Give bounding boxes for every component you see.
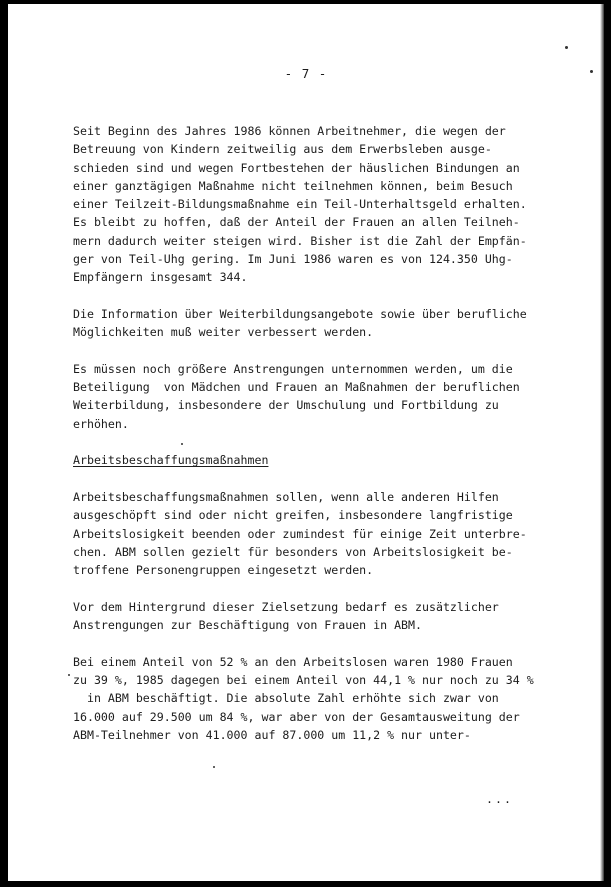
paragraph-anstrengungen <box>73 360 573 433</box>
text-line: Möglichkeiten muß weiter verbessert werden. <box>73 325 374 340</box>
text-line: einer Teilzeit-Bildungsmaßnahme ein Teil-Unterhaltsgeld erhalten. <box>73 197 527 212</box>
text-line: Weiterbildung, insbesondere der Umschulung und Fortbildung zu <box>73 398 499 413</box>
text-line: mern dadurch weiter steigen wird. Bisher ist die Zahl der Empfän- <box>73 233 527 248</box>
text-line: in ABM beschäftigt. Die absolute Zahl erhöhte sich zwar von <box>73 691 499 706</box>
document-page <box>8 4 604 881</box>
text-line: zu 39 %, 1985 dagegen bei einem Anteil von 44,1 % nur noch zu 34 % <box>73 672 534 687</box>
text-line: erhöhen. <box>73 416 129 431</box>
page-number: - 7 - <box>284 66 328 81</box>
paragraph-information <box>73 305 573 342</box>
text-line: 16.000 auf 29.500 um 84 %, war aber von der Gesamtausweitung der <box>73 709 520 724</box>
text-line: Anstrengungen zur Beschäftigung von Frauen in ABM. <box>73 618 423 633</box>
text-line: Beteiligung von Mädchen und Frauen an Maßnahmen der beruflichen <box>73 380 520 395</box>
document-body <box>73 122 573 744</box>
text-line: Die Information über Weiterbildungsangebote sowie über berufliche <box>73 306 527 321</box>
text-line: Bei einem Anteil von 52 % an den Arbeitslosen waren 1980 Frauen <box>73 654 513 669</box>
page-edge-shadow <box>600 4 604 881</box>
text-line: schieden sind und wegen Fortbestehen der häuslichen Bindungen an <box>73 160 520 175</box>
paragraph-anteil-statistik <box>73 653 573 744</box>
text-line: Es müssen noch größere Anstrengungen unternommen werden, um die <box>73 361 513 376</box>
text-line: einer ganztägigen Maßnahme nicht teilnehmen können, beim Besuch <box>73 178 513 193</box>
paragraph-hintergrund <box>73 598 573 635</box>
text-line: ger von Teil-Uhg gering. Im Juni 1986 waren es von 124.350 Uhg- <box>73 252 513 267</box>
text-line: ABM-Teilnehmer von 41.000 auf 87.000 um 11,2 % nur unter- <box>73 727 471 742</box>
text-line: chen. ABM sollen gezielt für besonders von Arbeitslosigkeit be- <box>73 544 513 559</box>
continuation-mark: ... <box>486 792 513 806</box>
text-line: troffene Personengruppen eingesetzt werden. <box>73 563 374 578</box>
text-line: ausgeschöpft sind oder nicht greifen, insbesondere langfristige <box>73 508 513 523</box>
paragraph-abm-ziel <box>73 488 573 579</box>
text-line: Betreuung von Kindern zeitweilig aus dem Erwerbsleben ausge- <box>73 142 492 157</box>
text-line: Seit Beginn des Jahres 1986 können Arbeitnehmer, die wegen der <box>73 124 506 138</box>
text-line: Es bleibt zu hoffen, daß der Anteil der Frauen an allen Teilneh- <box>73 215 520 230</box>
scan-speck <box>590 70 593 73</box>
text-line: Vor dem Hintergrund dieser Zielsetzung bedarf es zusätzlicher <box>73 599 499 614</box>
text-line: Empfängern insgesamt 344. <box>73 270 248 285</box>
scan-speck <box>213 766 215 768</box>
paragraph-teilzeit-unterhaltsgeld <box>73 122 573 287</box>
scan-speck <box>565 46 568 49</box>
scan-speck <box>68 674 70 676</box>
section-heading: Arbeitsbeschaffungsmaßnahmen <box>73 453 269 468</box>
scan-speck <box>181 443 183 445</box>
text-line: Arbeitsbeschaffungsmaßnahmen sollen, wenn alle anderen Hilfen <box>73 489 499 504</box>
text-line: Arbeitslosigkeit beenden oder zumindest für einige Zeit unterbre- <box>73 526 527 541</box>
